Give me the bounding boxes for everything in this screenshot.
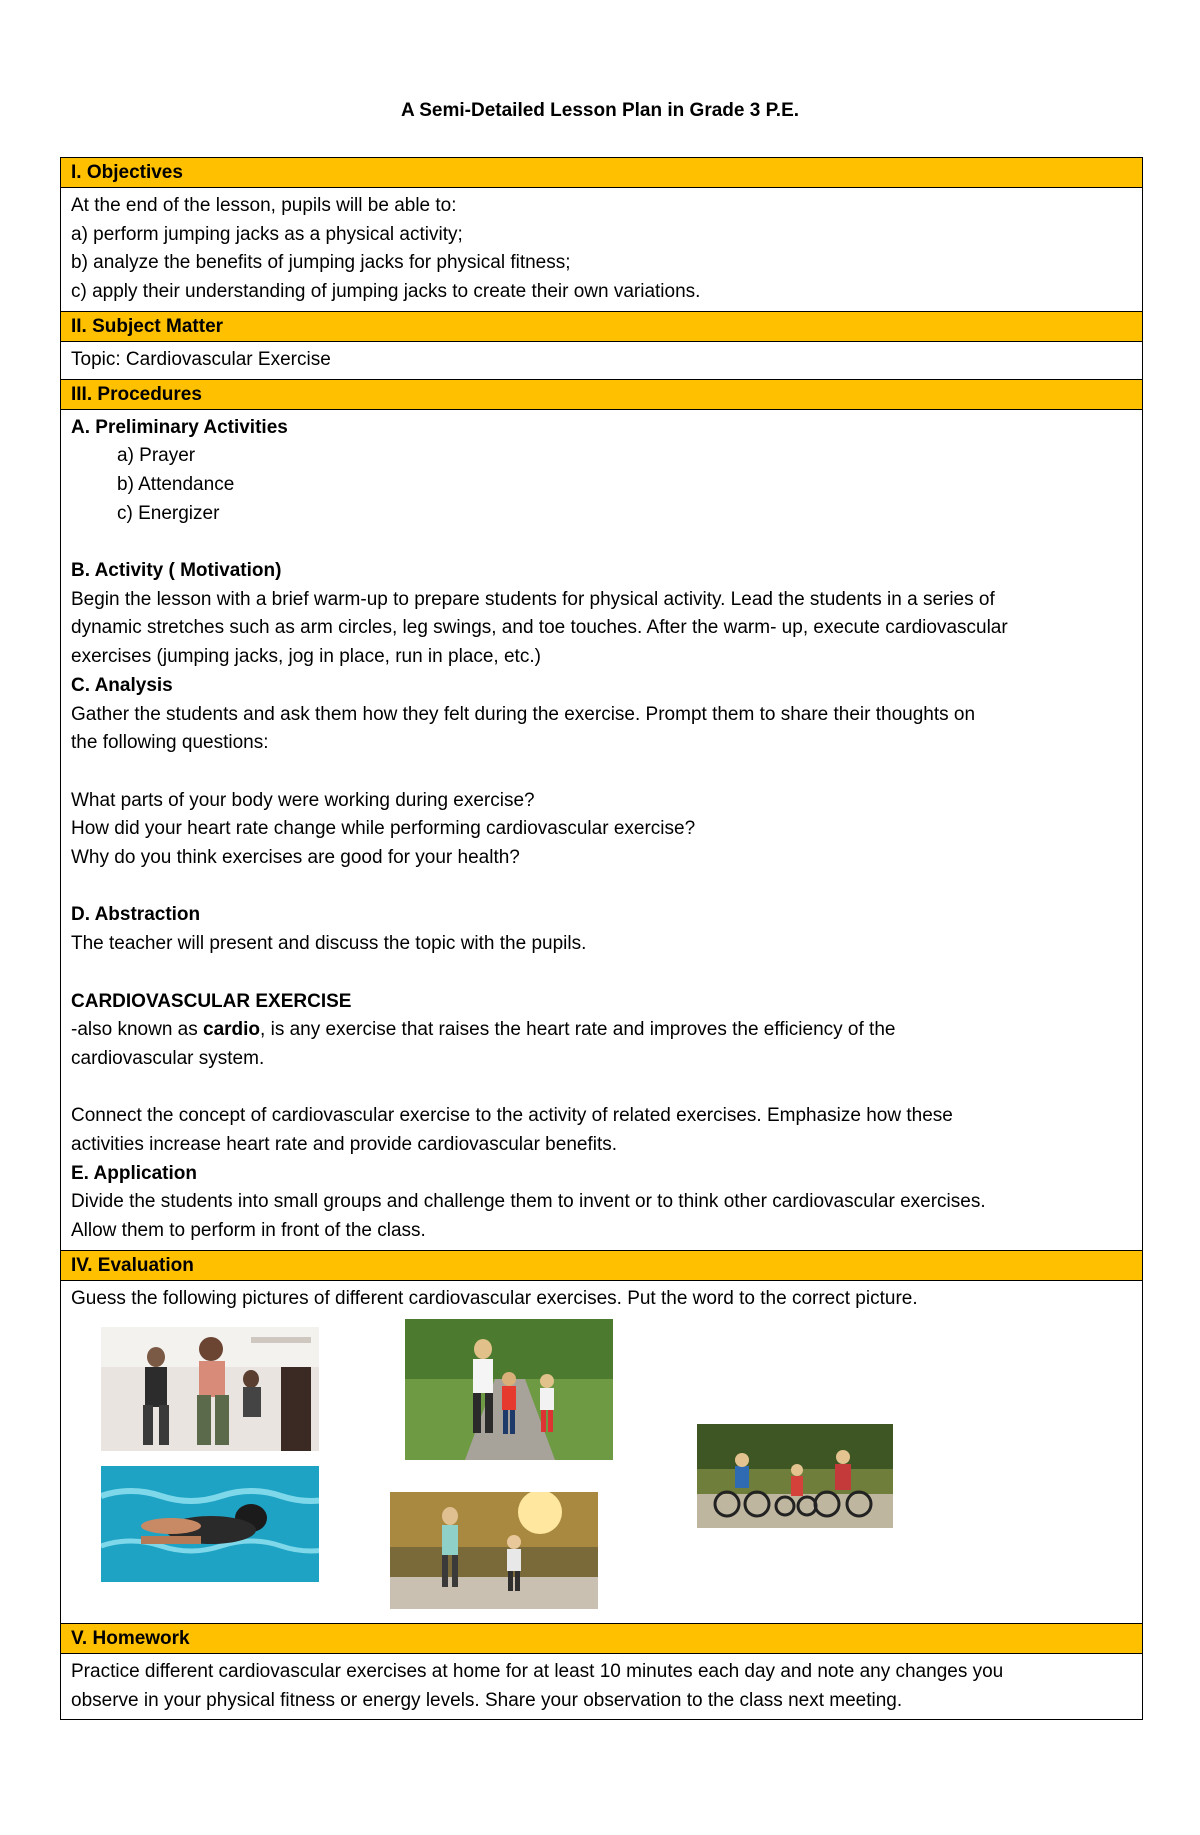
document-title: A Semi-Detailed Lesson Plan in Grade 3 P.E.	[400, 100, 800, 121]
subject-matter-header: II. Subject Matter	[61, 312, 1142, 342]
objectives-header: I. Objectives	[61, 158, 1142, 188]
dance-exercise-photo	[101, 1327, 319, 1451]
activity-line: Begin the lesson with a brief warm-up to prepare students for physical activity. Lead the students in a series of	[71, 588, 995, 610]
abstraction-connect-line: activities increase heart rate and provide cardiovascular benefits.	[71, 1134, 618, 1156]
analysis-line: the following questions:	[71, 732, 269, 754]
homework-body	[61, 1654, 1142, 1719]
abstraction-definition-line	[71, 1016, 1132, 1045]
analysis-question: How did your heart rate change while performing cardiovascular exercise?	[71, 818, 696, 840]
preliminary-item: c) Energizer	[117, 502, 220, 524]
homework-line: observe in your physical fitness or energy levels. Share your observation to the class next meeting.	[71, 1689, 903, 1711]
abstraction-intro: The teacher will present and discuss the topic with the pupils.	[71, 933, 587, 955]
preliminary-heading: A. Preliminary Activities	[71, 416, 288, 438]
evaluation-instruction: Guess the following pictures of different cardiovascular exercises. Put the word to the correct picture.	[71, 1287, 918, 1309]
cycling-photo	[697, 1424, 893, 1528]
analysis-line: Gather the students and ask them how they felt during the exercise. Prompt them to share their thoughts on	[71, 703, 976, 725]
abstraction-definition-line: cardiovascular system.	[71, 1047, 265, 1069]
topic-text: Topic: Cardiovascular Exercise	[71, 348, 331, 370]
analysis-question: Why do you think exercises are good for your health?	[71, 847, 520, 869]
subject-matter-body	[61, 342, 1142, 380]
jump-rope-photo	[390, 1492, 598, 1609]
preliminary-item: b) Attendance	[117, 473, 235, 495]
objectives-intro: At the end of the lesson, pupils will be able to:	[71, 195, 457, 216]
lesson-plan-table	[60, 157, 1143, 1720]
homework-header: V. Homework	[61, 1624, 1142, 1654]
activity-line: dynamic stretches such as arm circles, leg swings, and toe touches. After the warm- up, execute cardiovascular	[71, 617, 1008, 639]
activity-line: exercises (jumping jacks, jog in place, run in place, etc.)	[71, 646, 541, 668]
objectives-body	[61, 188, 1142, 312]
evaluation-header: IV. Evaluation	[61, 1251, 1142, 1281]
application-line: Allow them to perform in front of the class.	[71, 1220, 426, 1242]
objective-item: a) perform jumping jacks as a physical activity;	[71, 223, 463, 245]
jogging-photo	[405, 1319, 613, 1460]
homework-line: Practice different cardiovascular exercises at home for at least 10 minutes each day and note any changes you	[71, 1660, 1004, 1682]
activity-heading: B. Activity ( Motivation)	[71, 560, 282, 582]
definition-rest: , is any exercise that raises the heart rate and improves the efficiency of the	[260, 1019, 896, 1041]
analysis-question: What parts of your body were working during exercise?	[71, 789, 535, 811]
abstraction-heading: D. Abstraction	[71, 904, 201, 926]
objective-item: c) apply their understanding of jumping jacks to create their own variations.	[71, 281, 701, 303]
preliminary-item: a) Prayer	[117, 445, 196, 467]
application-line: Divide the students into small groups and challenge them to invent or to think other cardiovascular exercises.	[71, 1191, 986, 1213]
procedures-body	[61, 410, 1142, 1251]
objective-item: b) analyze the benefits of jumping jacks for physical fitness;	[71, 252, 571, 274]
swimming-photo	[101, 1466, 319, 1582]
abstraction-connect-line: Connect the concept of cardiovascular exercise to the activity of related exercises. Emphasize how these	[71, 1105, 953, 1127]
application-heading: E. Application	[71, 1162, 197, 1184]
procedures-header: III. Procedures	[61, 380, 1142, 410]
analysis-heading: C. Analysis	[71, 674, 173, 696]
evaluation-body	[61, 1281, 1142, 1624]
definition-keyword: cardio	[203, 1019, 261, 1041]
abstraction-term: CARDIOVASCULAR EXERCISE	[71, 990, 352, 1012]
definition-prefix: -also known as	[71, 1019, 204, 1041]
